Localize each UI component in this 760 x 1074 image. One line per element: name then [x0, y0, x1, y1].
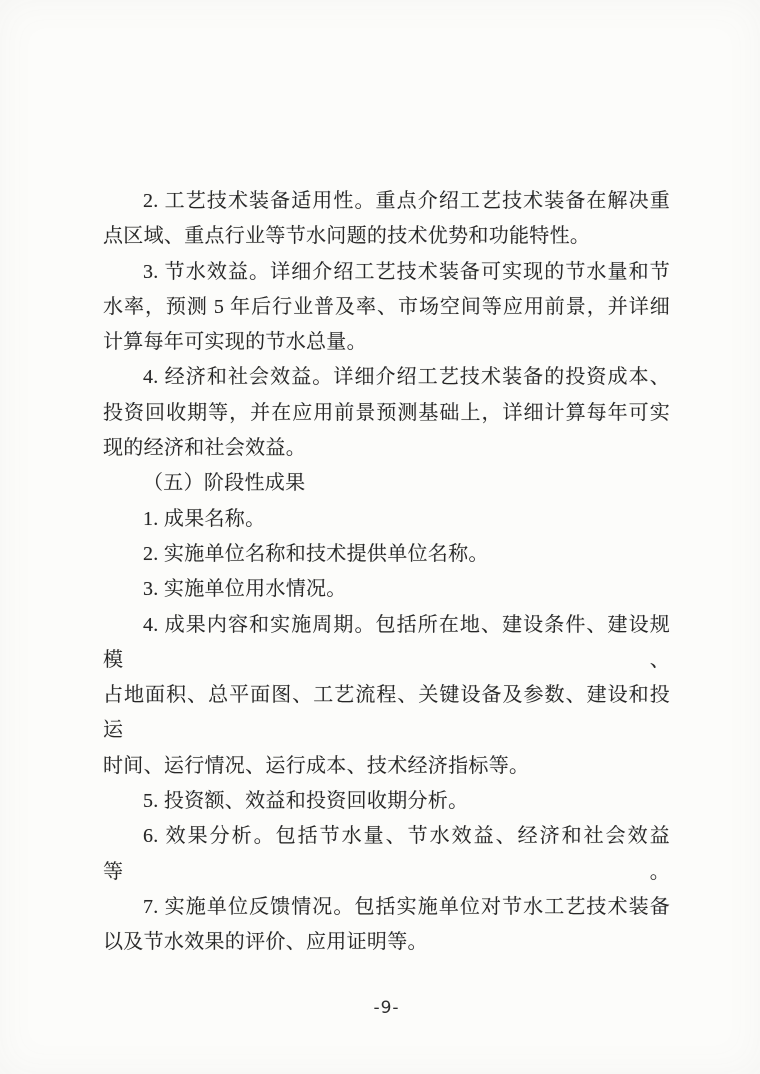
text-line: 1. 成果名称。 [143, 507, 266, 530]
page-footer [103, 995, 670, 1021]
text-line: （五）阶段性成果 [143, 472, 306, 495]
text-line: 5. 投资额、效益和投资回收期分析。 [143, 790, 469, 813]
text-line: 现的经济和社会效益。 [103, 437, 306, 460]
text-line: 点区域、重点行业等节水问题的技术优势和功能特性。 [103, 225, 591, 248]
page-number: -9- [373, 998, 400, 1018]
text-line: 4. 经济和社会效益。详细介绍工艺技术装备的投资成本、 [143, 366, 670, 389]
text-line: 时间、运行情况、运行成本、技术经济指标等。 [103, 754, 530, 777]
text-line: 以及节水效果的评价、应用证明等。 [103, 931, 428, 954]
text-line: 4. 成果内容和实施周期。包括所在地、建设条件、建设规模、 [103, 613, 670, 671]
text-line: 3. 实施单位用水情况。 [143, 578, 347, 601]
text-line: 水率，预测 5 年后行业普及率、市场空间等应用前景，并详细 [103, 295, 670, 318]
text-line: 3. 节水效益。详细介绍工艺技术装备可实现的节水量和节 [143, 260, 670, 283]
document-body [103, 184, 670, 961]
text-line: 2. 工艺技术装备适用性。重点介绍工艺技术装备在解决重 [143, 190, 670, 212]
text-line: 占地面积、总平面图、工艺流程、关键设备及参数、建设和投运 [103, 684, 670, 742]
text-line: 7. 实施单位反馈情况。包括实施单位对节水工艺技术装备 [143, 895, 670, 918]
text-line: 2. 实施单位名称和技术提供单位名称。 [143, 542, 489, 565]
text-line: 计算每年可实现的节水总量。 [103, 331, 367, 354]
text-line: 6. 效果分析。包括节水量、节水效益、经济和社会效益等。 [103, 825, 670, 883]
text-line: 投资回收期等，并在应用前景预测基础上，详细计算每年可实 [103, 401, 670, 424]
